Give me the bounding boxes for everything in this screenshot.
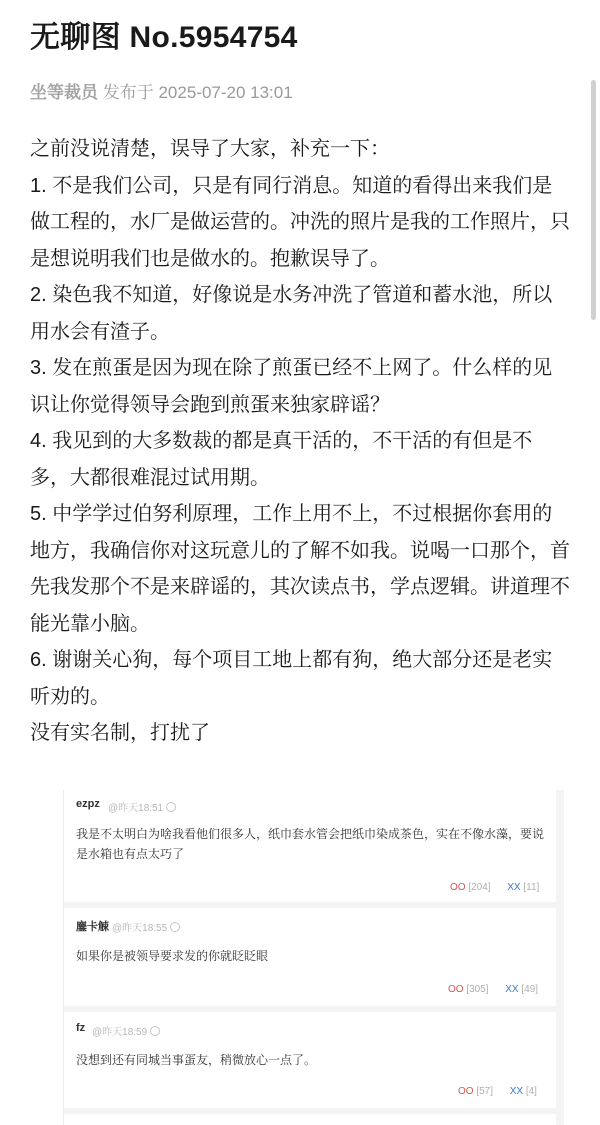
comment-card <box>64 908 556 1006</box>
comment-votes <box>448 984 538 995</box>
oo-count: [204] <box>468 882 491 893</box>
post-paragraph: 3. 发在煎蛋是因为现在除了煎蛋已经不上网了。什么样的见识让你觉得领导会跑到煎蛋来独家辟谣？ <box>30 357 553 416</box>
info-icon <box>170 922 180 932</box>
comment-time: @昨天18:59 <box>92 1023 160 1038</box>
comment-votes <box>458 1086 537 1097</box>
xx-count: [11] <box>523 882 540 893</box>
oo-count: [57] <box>476 1086 494 1097</box>
comment-time: @昨天18:55 <box>112 919 180 934</box>
post-paragraph: 5. 中学学过伯努利原理，工作上用不上，不过根据你套用的地方，我确信你对这玩意儿的了解不如我。说喝一口那个，首先我发那个不是来辟谣的，其次读点书，学点逻辑。讲道理不能光靠小脑。 <box>30 503 570 635</box>
post-paragraph: 4. 我见到的大多数裁的都是真干活的，不干活的有但是不多，大都很难混过试用期。 <box>30 430 533 489</box>
oo-vote: OO <box>448 984 464 995</box>
comment-text: 我是不太明白为啥我看他们很多人，纸巾套水管会把纸巾染成茶色，实在不像水藻，要说是水箱也有点太巧了 <box>76 827 545 861</box>
post-header <box>0 0 600 103</box>
comment-author: fz <box>76 1022 86 1034</box>
post-datetime: 2025-07-20 13:01 <box>158 83 293 102</box>
post-meta <box>30 78 570 103</box>
post-paragraph: 没有实名制，打扰了 <box>30 722 210 744</box>
comment-card-partial <box>64 1114 556 1125</box>
xx-vote: XX <box>505 984 519 995</box>
comment-time: @昨天18:51 <box>108 799 176 814</box>
embedded-comments-screenshot <box>63 790 564 1125</box>
xx-count: [4] <box>525 1086 537 1097</box>
post-paragraph: 2. 染色我不知道，好像说是水务冲洗了管道和蓄水池，所以用水会有渣子。 <box>30 284 553 343</box>
post-title: 无聊图 No.5954754 <box>30 21 298 54</box>
author-name[interactable]: 坐等裁员 <box>30 83 98 102</box>
xx-vote: XX <box>507 882 521 893</box>
post-paragraph: 6. 谢谢关心狗，每个项目工地上都有狗，绝大部分还是老实听劝的。 <box>30 649 553 708</box>
xx-vote: XX <box>509 1086 524 1097</box>
oo-count: [305] <box>466 984 489 995</box>
oo-vote: OO <box>458 1086 474 1097</box>
scrollbar[interactable] <box>591 80 596 320</box>
published-label: 发布于 <box>102 83 154 102</box>
comment-author: 鏖卡觫 <box>76 921 109 933</box>
info-icon <box>166 802 176 812</box>
comment-text: 没想到还有同城当事蛋友，稍微放心一点了。 <box>76 1053 317 1067</box>
comment-card <box>64 1012 556 1108</box>
post-body <box>0 131 600 752</box>
xx-count: [49] <box>521 984 539 995</box>
post-paragraph: 1. 不是我们公司，只是有同行消息。知道的看得出来我们是做工程的，水厂是做运营的。冲洗的照片是我的工作照片，只是想说明我们也是做水的。抱歉误导了。 <box>30 174 570 270</box>
comment-votes <box>450 882 539 893</box>
comment-author: ezpz <box>76 798 100 810</box>
info-icon <box>150 1026 160 1036</box>
oo-vote: OO <box>450 882 466 893</box>
post-paragraph: 之前没说清楚，误导了大家，补充一下： <box>30 138 390 160</box>
comment-card <box>64 790 556 902</box>
comment-text: 如果你是被领导要求发的你就眨眨眼 <box>76 949 269 963</box>
